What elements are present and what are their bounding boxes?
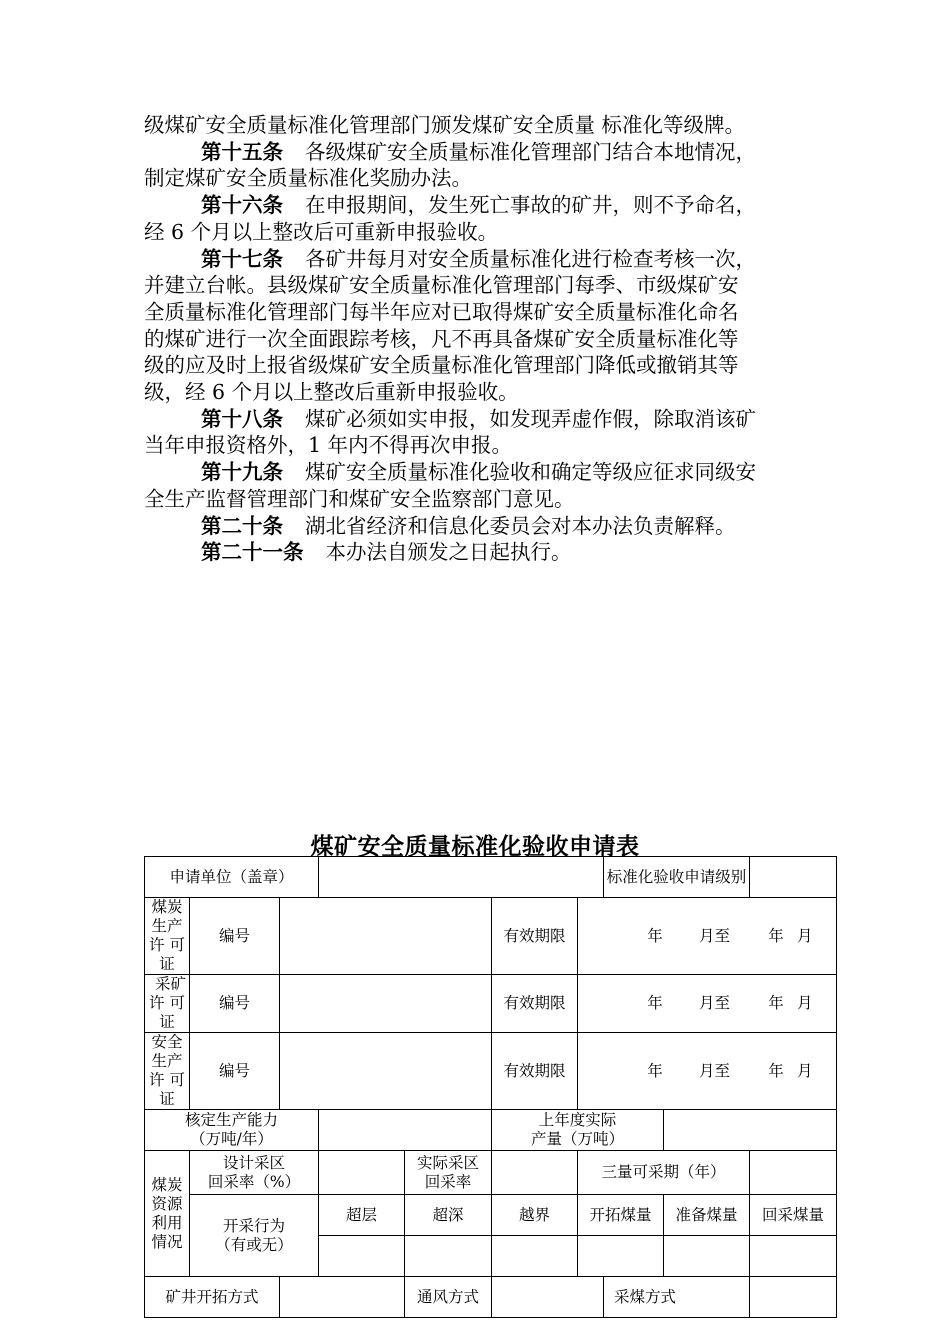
- three-reserves-label: 三量可采期（年）: [578, 1151, 750, 1195]
- safety-license-number-field[interactable]: [280, 1033, 492, 1110]
- article-heading: 第十八条: [201, 406, 283, 431]
- label-line: 利用: [151, 1213, 183, 1232]
- number-label: 编号: [190, 1033, 280, 1110]
- paragraph-line: 的煤矿进行一次全面跟踪考核，凡不再具备煤矿安全质量标准化等: [144, 326, 739, 351]
- developed-coal-label: 开拓煤量: [578, 1195, 664, 1236]
- actual-recovery-label: [405, 1151, 492, 1195]
- stoping-coal-field[interactable]: [750, 1236, 837, 1277]
- over-boundary-label: 越界: [492, 1195, 578, 1236]
- coal-license-label: [145, 898, 190, 975]
- article-text: 在申报期间，发生死亡事故的矿井，则不予命名，: [305, 193, 756, 218]
- number-label: 编号: [190, 975, 280, 1033]
- label-line: 实际采区: [417, 1153, 480, 1172]
- article-heading: 第二十条: [201, 513, 283, 538]
- label-line: 上年度实际: [538, 1111, 617, 1129]
- level-field[interactable]: [750, 857, 837, 898]
- prepared-coal-field[interactable]: [664, 1236, 750, 1277]
- capacity-label: [145, 1110, 319, 1151]
- design-recovery-label: [190, 1151, 319, 1195]
- table-row: [145, 857, 837, 898]
- validity-label: 有效期限: [492, 1033, 578, 1110]
- date-year: 年: [768, 994, 784, 1012]
- paragraph-line: 制定煤矿安全质量标准化奖励办法。: [144, 166, 472, 191]
- over-layer-label: 超层: [319, 1195, 405, 1236]
- application-form-table: [144, 856, 837, 1318]
- date-month: 月: [797, 1061, 813, 1080]
- label-char: 矿: [170, 975, 187, 993]
- regulation-text: [144, 112, 810, 566]
- over-boundary-field[interactable]: [492, 1236, 578, 1277]
- table-row: [145, 1151, 837, 1195]
- development-method-field[interactable]: [280, 1277, 405, 1318]
- date-month-to: 月至: [699, 926, 731, 945]
- label-line: 煤炭生产: [151, 898, 183, 935]
- article-15: [144, 139, 810, 166]
- safety-license-validity-field[interactable]: [578, 1033, 837, 1110]
- label-line: [145, 975, 189, 994]
- label-line: 资源: [151, 1194, 183, 1213]
- table-row: [145, 975, 837, 1033]
- date-year: 年: [647, 926, 663, 945]
- ventilation-method-field[interactable]: [492, 1277, 604, 1318]
- article-text: 本办法自颁发之日起执行。: [325, 540, 572, 565]
- last-year-output-label: [492, 1110, 664, 1151]
- article-heading: 第十九条: [201, 460, 283, 485]
- date-range: [578, 927, 836, 946]
- over-depth-label: 超深: [405, 1195, 492, 1236]
- article-text: 湖北省经济和信息化委员会对本办法负责解释。: [305, 513, 736, 538]
- label-line: 产量（万吨）: [531, 1130, 625, 1148]
- form-title: 煤矿安全质量标准化验收申请表: [310, 833, 640, 860]
- validity-label: 有效期限: [492, 898, 578, 975]
- label-line: 许 可 证: [149, 994, 185, 1031]
- date-year: 年: [647, 1061, 663, 1080]
- over-depth-field[interactable]: [405, 1236, 492, 1277]
- developed-coal-field[interactable]: [578, 1236, 664, 1277]
- article-heading: 第二十一条: [201, 540, 304, 565]
- date-year: 年: [768, 926, 784, 945]
- label-char: 采: [155, 975, 171, 993]
- level-label: 标准化验收申请级别: [604, 857, 750, 898]
- label-line: 核定生产能力: [185, 1111, 279, 1129]
- paragraph-line: 级的应及时上报省级煤矿安全质量标准化管理部门降低或撤销其等: [144, 353, 739, 378]
- table-row: [145, 1277, 837, 1318]
- capacity-field[interactable]: [319, 1110, 492, 1151]
- paragraph-line: 经 6 个月以上整改后可重新申报验收。: [144, 219, 499, 244]
- table-row: [145, 1195, 837, 1236]
- three-reserves-field[interactable]: [750, 1151, 837, 1195]
- resource-utilization-label: [145, 1151, 190, 1277]
- stoping-coal-label: 回采煤量: [750, 1195, 837, 1236]
- coal-license-number-field[interactable]: [280, 898, 492, 975]
- paragraph-line: 并建立台帐。县级煤矿安全质量标准化管理部门每季、市级煤矿安: [144, 273, 739, 298]
- ventilation-method-label: 通风方式: [405, 1277, 492, 1318]
- table-row: [145, 898, 837, 975]
- mining-behavior-label: [190, 1195, 319, 1277]
- mining-license-validity-field[interactable]: [578, 975, 837, 1033]
- label-line: 开采行为: [223, 1216, 286, 1235]
- mining-license-number-field[interactable]: [280, 975, 492, 1033]
- article-heading: 第十六条: [201, 193, 283, 218]
- mining-license-label: [145, 975, 190, 1033]
- paragraph-line: 当年申报资格外，1 年内不得再次申报。: [144, 433, 513, 458]
- paragraph-line: 级煤矿安全质量标准化管理部门颁发煤矿安全质量 标准化等级牌。: [144, 113, 746, 137]
- article-16: [144, 192, 810, 219]
- applicant-field[interactable]: [319, 857, 604, 898]
- safety-license-label: [145, 1033, 190, 1110]
- label-line: 设计采区: [223, 1153, 286, 1172]
- label-line: （有或无）: [215, 1235, 293, 1254]
- date-month: 月: [797, 926, 813, 945]
- prepared-coal-label: 准备煤量: [664, 1195, 750, 1236]
- label-line: 情况: [151, 1232, 183, 1251]
- coal-mining-method-field[interactable]: [750, 1277, 837, 1318]
- over-layer-field[interactable]: [319, 1236, 405, 1277]
- date-range: [578, 994, 836, 1013]
- paragraph-line: 级，经 6 个月以上整改后重新申报验收。: [144, 380, 519, 405]
- article-20: [144, 513, 810, 540]
- table-row: [145, 1110, 837, 1151]
- paragraph-line: 全生产监督管理部门和煤矿安全监察部门意见。: [144, 486, 575, 511]
- coal-mining-method-label: 采煤方式: [604, 1277, 750, 1318]
- label-line: 煤炭: [151, 1175, 183, 1194]
- label-line: 回采率: [424, 1172, 472, 1191]
- article-heading: 第十七条: [201, 246, 283, 271]
- article-text: 煤矿安全质量标准化验收和确定等级应征求同级安: [305, 460, 756, 485]
- date-year: 年: [768, 1061, 784, 1080]
- date-month-to: 月至: [699, 1061, 731, 1080]
- article-text: 各矿井每月对安全质量标准化进行检查考核一次，: [305, 246, 756, 271]
- article-heading: 第十五条: [201, 139, 283, 164]
- date-month-to: 月至: [699, 994, 731, 1012]
- label-line: 安全生产: [151, 1033, 183, 1070]
- label-line: 回采率（%）: [207, 1172, 301, 1191]
- coal-license-validity-field[interactable]: [578, 898, 837, 975]
- label-line: （万吨/年）: [190, 1130, 273, 1148]
- last-year-output-field[interactable]: [664, 1110, 837, 1151]
- design-recovery-field[interactable]: [319, 1151, 405, 1195]
- date-range: [578, 1062, 836, 1081]
- number-label: 编号: [190, 898, 280, 975]
- validity-label: 有效期限: [492, 975, 578, 1033]
- applicant-label: 申请单位（盖章）: [145, 857, 319, 898]
- date-year: 年: [647, 994, 663, 1012]
- paragraph-line: 全质量标准化管理部门每半年应对已取得煤矿安全质量标准化命名: [144, 299, 739, 324]
- development-method-label: 矿井开拓方式: [145, 1277, 280, 1318]
- article-text: 煤矿必须如实申报，如发现弄虚作假，除取消该矿: [305, 406, 756, 431]
- table-row: [145, 1033, 837, 1110]
- label-line: 许 可 证: [149, 1071, 185, 1108]
- date-month: 月: [797, 994, 813, 1012]
- article-19: [144, 459, 810, 486]
- label-line: 许 可 证: [149, 936, 185, 973]
- article-21: [144, 539, 810, 566]
- article-18: [144, 406, 810, 433]
- actual-recovery-field[interactable]: [492, 1151, 578, 1195]
- article-17: [144, 246, 810, 273]
- article-text: 各级煤矿安全质量标准化管理部门结合本地情况，: [305, 139, 756, 164]
